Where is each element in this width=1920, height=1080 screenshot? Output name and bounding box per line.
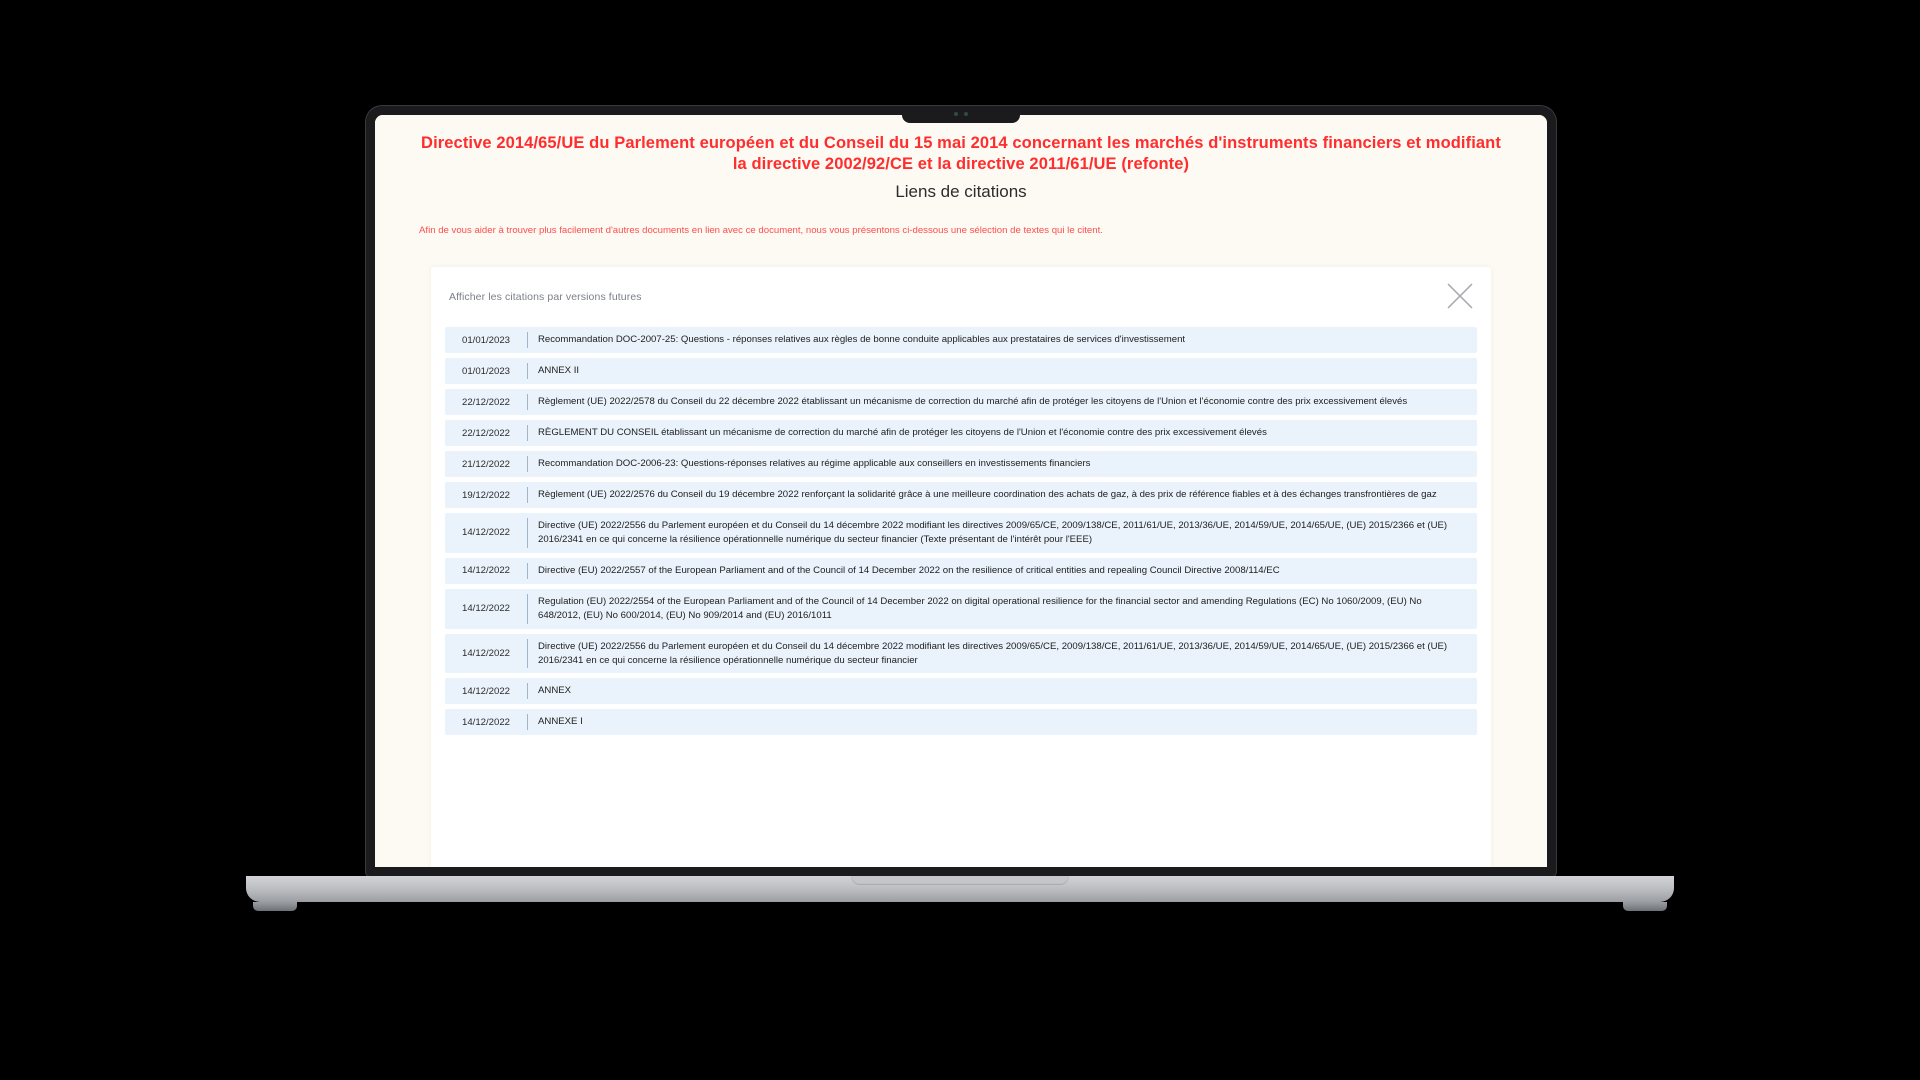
intro-note: Afin de vous aider à trouver plus facilement d'autres documents en lien avec ce document, nous vous présentons ci-dessous une sélection de textes qui le citent. [419, 225, 1103, 237]
row-title[interactable]: Directive (EU) 2022/2557 of the European Parliament and of the Council of 14 December 2022 on the resilience of critical entities and repealing Council Directive 2008/114/EC [538, 564, 1280, 576]
citations-panel [431, 267, 1491, 867]
row-title[interactable]: Règlement (UE) 2022/2576 du Conseil du 19 décembre 2022 renforçant la solidarité grâce à une meilleure coordination des achats de gaz, à des prix de référence fiables et à des échanges transfrontières de gaz [538, 489, 1437, 500]
row-title[interactable]: ANNEX II [538, 365, 580, 376]
row-date: 21/12/2022 [461, 458, 510, 470]
row-title[interactable]: Directive (UE) 2022/2556 du Parlement européen et du Conseil du 14 décembre 2022 modifiant les directives 2009/65/CE, 2009/138/CE, 2011/61/UE, 2013/36/UE, 2014/59/UE, 2014/65/UE, (UE) 2015/2366 et (UE) 2016/2341 en ce qui concerne la résilience opérationnelle numérique du secteur financier [538, 640, 1448, 666]
row-date: 14/12/2022 [461, 648, 510, 660]
table-row[interactable] [445, 358, 1477, 384]
table-row[interactable] [445, 634, 1477, 674]
table-row[interactable] [445, 709, 1477, 735]
table-row[interactable] [445, 420, 1477, 446]
row-title[interactable]: Directive (UE) 2022/2556 du Parlement européen et du Conseil du 14 décembre 2022 modifiant les directives 2009/65/CE, 2009/138/CE, 2011/61/UE, 2013/36/UE, 2014/59/UE, 2014/65/UE, (UE) 2015/2366 et (UE) 2016/2341 en ce qui concerne la résilience opérationnelle numérique du secteur financier (Texte présentant de l'intérêt pour l'EEE) [538, 520, 1448, 545]
row-date: 01/01/2023 [461, 334, 510, 346]
table-row[interactable] [445, 558, 1477, 584]
row-date: 14/12/2022 [461, 685, 510, 697]
row-title[interactable]: Règlement (UE) 2022/2578 du Conseil du 22 décembre 2022 établissant un mécanisme de correction du marché afin de protéger les citoyens de l'Union et l'économie contre des prix excessivement élevés [538, 396, 1408, 407]
table-row[interactable] [445, 327, 1477, 353]
table-row[interactable] [445, 513, 1477, 553]
row-title[interactable]: RÈGLEMENT DU CONSEIL établissant un mécanisme de correction du marché afin de protéger les citoyens de l'Union et l'économie contre des prix excessivement élevés [538, 427, 1267, 438]
webcam-dot [954, 112, 958, 116]
row-title[interactable]: Recommandation DOC-2006-23: Questions-réponses relatives au régime applicable aux conseillers en investissements financiers [538, 458, 1091, 469]
page-title: Directive 2014/65/UE du Parlement européen et du Conseil du 15 mai 2014 concernant les marchés d'instruments financiers et modifiant la directive 2002/92/CE et la directive 2011/61/UE (refonte) [421, 134, 1501, 174]
row-date: 14/12/2022 [461, 716, 510, 728]
row-date: 01/01/2023 [461, 365, 510, 377]
table-row[interactable] [445, 482, 1477, 508]
laptop-screen-bezel [366, 106, 1556, 876]
laptop-base [246, 876, 1674, 902]
table-row[interactable] [445, 589, 1477, 629]
citation-page [375, 115, 1547, 867]
row-date: 22/12/2022 [461, 396, 510, 408]
row-title[interactable]: ANNEX [538, 685, 572, 697]
page-subtitle: Liens de citations [895, 182, 1027, 202]
laptop-foot-left [253, 902, 297, 911]
future-versions-toggle[interactable]: Afficher les citations par versions futures [449, 291, 642, 303]
row-date: 19/12/2022 [461, 489, 510, 501]
table-row[interactable] [445, 451, 1477, 477]
webcam-dot [964, 112, 968, 116]
table-row[interactable] [445, 678, 1477, 704]
panel-header [431, 267, 1491, 327]
close-icon[interactable] [1443, 279, 1477, 313]
screen-viewport [375, 115, 1547, 867]
row-title[interactable]: Regulation (EU) 2022/2554 of the European Parliament and of the Council of 14 December 2022 on digital operational resilience for the financial sector and amending Regulations (EC) No 1060/2009, (EU) No 648/2012, (EU) No 600/2014, (EU) No 909/2014 and (EU) 2016/1011 [538, 595, 1422, 621]
row-date: 14/12/2022 [461, 527, 510, 539]
row-title[interactable]: Recommandation DOC-2007-25: Questions - réponses relatives aux règles de bonne conduite applicables aux prestataires de services d'investissement [538, 334, 1186, 345]
row-date: 22/12/2022 [461, 427, 510, 439]
row-date: 14/12/2022 [461, 565, 510, 577]
webcam-indicator-dots [954, 112, 968, 116]
row-date: 14/12/2022 [461, 603, 510, 615]
laptop-base-lip [851, 876, 1069, 885]
webcam-notch [902, 106, 1020, 123]
citations-list[interactable] [431, 327, 1491, 867]
row-title[interactable]: ANNEXE I [538, 716, 583, 728]
table-row[interactable] [445, 389, 1477, 415]
laptop-foot-right [1623, 902, 1667, 911]
